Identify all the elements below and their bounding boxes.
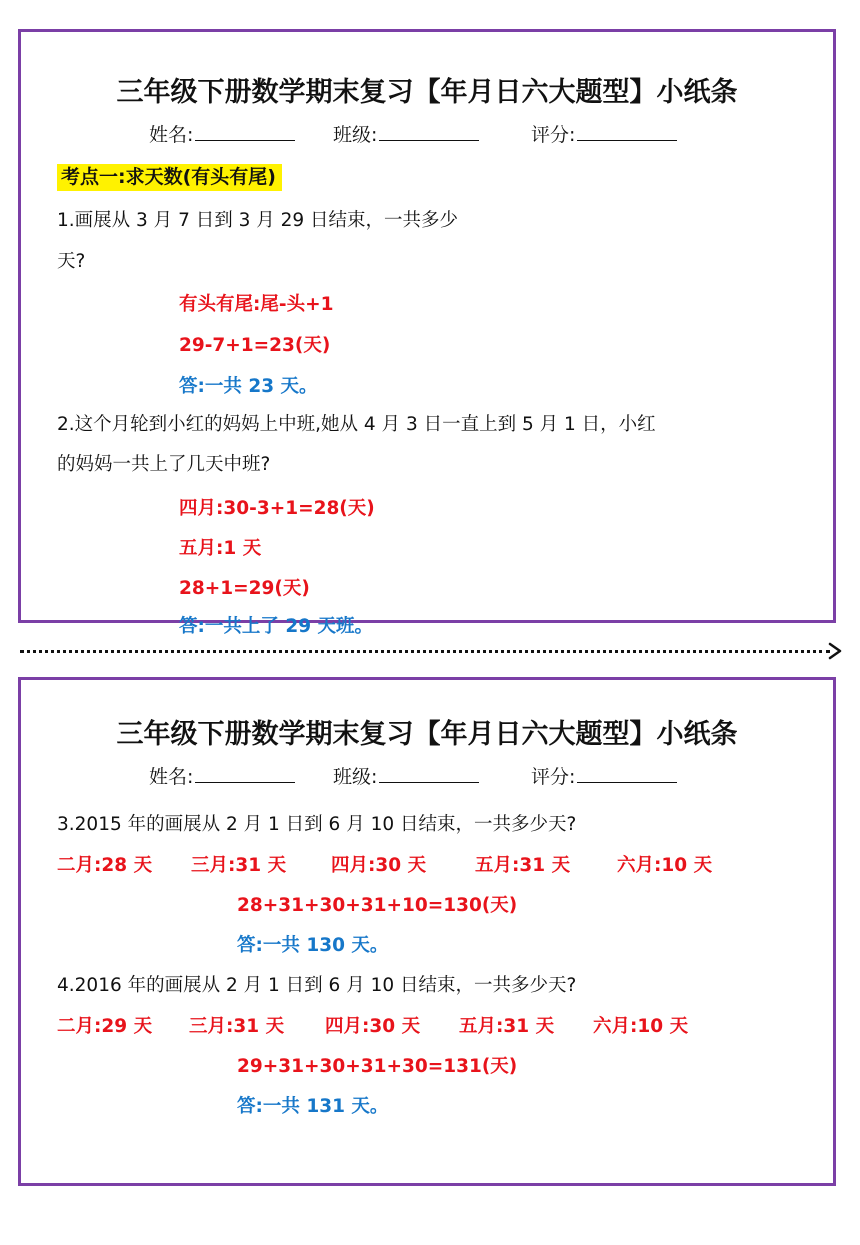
q1-calc: 29-7+1=23(天) — [179, 335, 331, 356]
question-1-line-2: 天? — [57, 251, 86, 272]
name-field — [149, 762, 295, 789]
question-4: 4.2016 年的画展从 2 月 1 日到 6 月 10 日结束，一共多少天? — [57, 975, 577, 996]
class-field — [333, 762, 479, 789]
card-title: 三年级下册数学期末复习【年月日六大题型】小纸条 — [116, 77, 738, 108]
name-blank — [195, 766, 295, 783]
q3-answer: 答:一共 130 天。 — [237, 935, 389, 956]
q3-month-apr: 四月:30 天 — [331, 855, 427, 876]
score-label: 评分: — [531, 766, 576, 788]
q4-month-apr: 四月:30 天 — [325, 1016, 421, 1037]
q3-month-may: 五月:31 天 — [475, 855, 571, 876]
name-label: 姓名: — [149, 124, 194, 146]
name-field — [149, 120, 295, 147]
cut-line — [20, 650, 830, 653]
name-blank — [195, 124, 295, 141]
q4-month-may: 五月:31 天 — [459, 1016, 555, 1037]
q4-month-feb: 二月:29 天 — [57, 1016, 153, 1037]
q1-rule: 有头有尾:尾-头+1 — [179, 294, 334, 315]
q4-answer: 答:一共 131 天。 — [237, 1096, 389, 1117]
q2-answer-cut: 答:一共上了 29 天班。 — [179, 616, 374, 637]
q2-calc-may: 五月:1 天 — [179, 538, 262, 559]
score-blank — [577, 124, 677, 141]
q2-calc-april: 四月:30-3+1=28(天) — [179, 498, 375, 519]
q3-month-mar: 三月:31 天 — [191, 855, 287, 876]
score-field — [531, 120, 677, 147]
score-label: 评分: — [531, 124, 576, 146]
question-1-line-1: 1.画展从 3 月 7 日到 3 月 29 日结束，一共多少 — [57, 210, 459, 231]
class-blank — [379, 124, 479, 141]
worksheet-card-1 — [18, 29, 836, 637]
q2-calc-total: 28+1=29(天) — [179, 578, 310, 599]
class-label: 班级: — [333, 766, 378, 788]
question-3: 3.2015 年的画展从 2 月 1 日到 6 月 10 日结束，一共多少天? — [57, 814, 577, 835]
name-label: 姓名: — [149, 766, 194, 788]
question-2-line-1: 2.这个月轮到小红的妈妈上中班,她从 4 月 3 日一直上到 5 月 1 日，小红 — [57, 414, 656, 435]
card-title: 三年级下册数学期末复习【年月日六大题型】小纸条 — [116, 719, 738, 750]
score-blank — [577, 766, 677, 783]
q3-calc: 28+31+30+31+10=130(天) — [237, 895, 518, 916]
question-2-line-2: 的妈妈一共上了几天中班? — [57, 454, 271, 475]
class-label: 班级: — [333, 124, 378, 146]
q3-month-feb: 二月:28 天 — [57, 855, 153, 876]
score-field — [531, 762, 677, 789]
q4-month-jun: 六月:10 天 — [593, 1016, 689, 1037]
q4-calc: 29+31+30+31+30=131(天) — [237, 1056, 518, 1077]
section-heading — [57, 162, 282, 189]
q3-month-jun: 六月:10 天 — [617, 855, 713, 876]
arrow-right-icon — [824, 640, 846, 662]
q1-answer: 答:一共 23 天。 — [179, 376, 318, 397]
section-label: 考点一:求天数(有头有尾) — [57, 164, 282, 191]
worksheet-card-2 — [18, 677, 836, 1186]
q4-month-mar: 三月:31 天 — [189, 1016, 285, 1037]
class-blank — [379, 766, 479, 783]
class-field — [333, 120, 479, 147]
